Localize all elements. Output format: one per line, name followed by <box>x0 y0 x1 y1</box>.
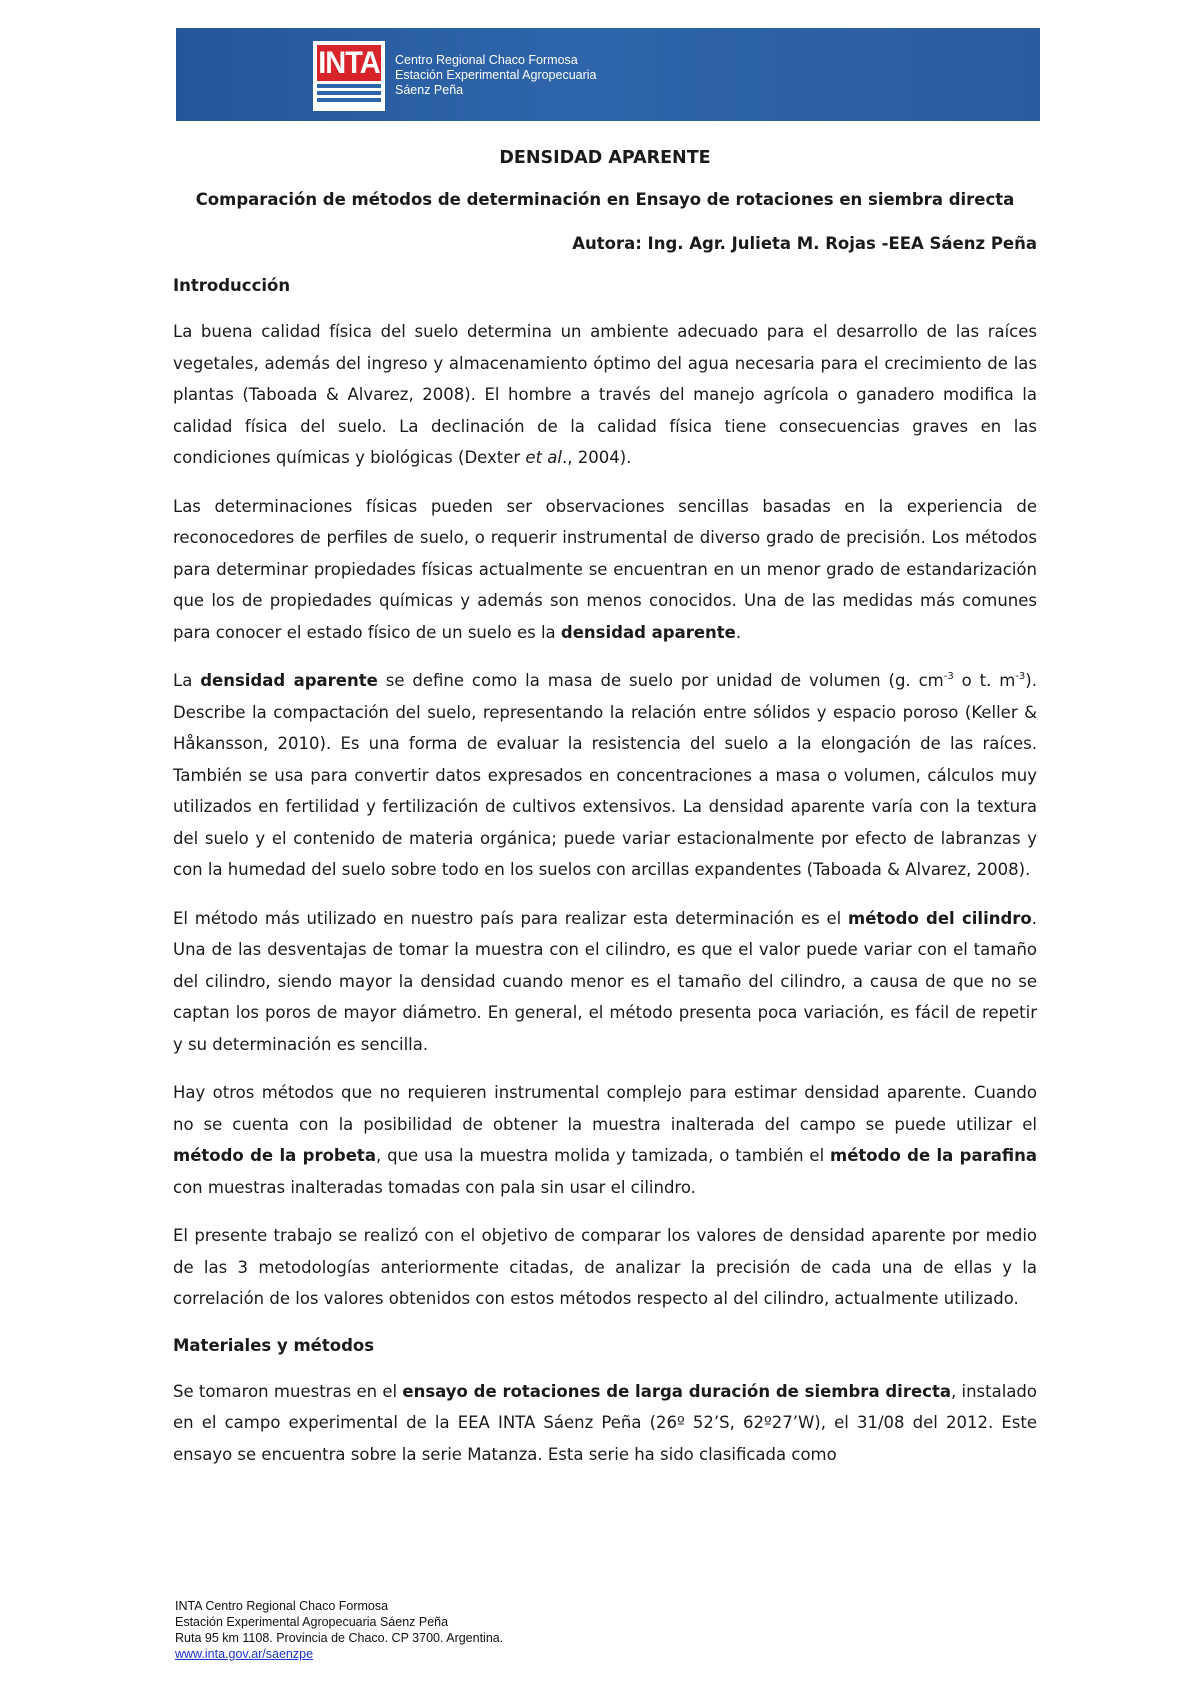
paragraph-3: La densidad aparente se define como la masa de suelo por unidad de volumen (g. $cm^{-3}$ o t. $m^{-3}$). Describe la compactación del suelo, representando la relación entre sólidos y espacio poroso (Keller & Håkansson, 2010). Es una forma de evaluar la resistencia del suelo a la elongación de las raíces. También se usa para convertir datos expresados en concentraciones a masa o volumen, cálculos muy utilizados en fertilidad y fertilización de cultivos extensivos. La densidad aparente varía con la textura del suelo y el contenido de materia orgánica; puede variar estacionalmente por efecto de labranzas y con la humedad del suelo sobre todo en los suelos con arcillas expandentes (Taboada & Alvarez, 2008). <box>173 671 1037 879</box>
logo-text: INTA <box>318 44 380 81</box>
document-body <box>173 140 1037 1487</box>
section-heading-methods: Materiales y métodos <box>173 1335 375 1355</box>
header-line-1: Centro Regional Chaco Formosa <box>395 53 578 67</box>
header-line-3: Sáenz Peña <box>395 83 464 97</box>
author-line: Autora: Ing. Agr. Julieta M. Rojas -EEA Sáenz Peña <box>572 234 1037 253</box>
inta-logo <box>313 41 385 111</box>
document-subtitle: Comparación de métodos de determinación en Ensayo de rotaciones en siembra directa <box>195 190 1015 209</box>
bold-term: método de la probeta <box>173 1146 376 1165</box>
footer-link[interactable]: www.inta.gov.ar/saenzpe <box>175 1647 314 1661</box>
bold-term: densidad aparente <box>200 671 378 690</box>
bold-term: densidad aparente <box>560 622 736 642</box>
italic-et-al: et al <box>525 448 562 467</box>
bold-term: método de la parafina <box>830 1146 1038 1165</box>
superscript: -3 <box>1015 671 1026 682</box>
paragraph-6: El presente trabajo se realizó con el objetivo de comparar los valores de densidad aparente por medio de las 3 metodologías anteriormente citadas, de analizar la precisión de cada una de ellas y la correlación de los valores obtenidos con estos métodos respecto al del cilindro, actualmente utilizado. <box>173 1226 1037 1308</box>
footer-line-3: Ruta 95 km 1108. Provincia de Chaco. CP 3700. Argentina. <box>175 1631 504 1645</box>
header-banner <box>176 28 1040 121</box>
bold-term: método del cilindro <box>848 908 1032 928</box>
bold-term: ensayo de rotaciones de larga duración de siembra directa <box>402 1381 951 1401</box>
footer-line-1: INTA Centro Regional Chaco Formosa <box>175 1599 389 1613</box>
document-title: DENSIDAD APARENTE <box>499 148 711 168</box>
superscript: -3 <box>943 671 954 682</box>
paragraph-2: Las determinaciones físicas pueden ser observaciones sencillas basadas en la experiencia de reconocedores de perfiles de suelo, o requerir instrumental de diverso grado de precisión. Los métodos para determinar propiedades físicas actualmente se encuentran en un menor grado de estandarización que los de propiedades químicas y además son menos conocidos. Una de las medidas más comunes para conocer el estado físico de un suelo es la densidad aparente. <box>173 496 1037 642</box>
footer-line-2: Estación Experimental Agropecuaria Sáenz Peña <box>175 1615 449 1629</box>
page-footer <box>175 1598 503 1662</box>
paragraph-7: Se tomaron muestras en el ensayo de rotaciones de larga duración de siembra directa, instalado en el campo experimental de la EEA INTA Sáenz Peña (26º 52’S, 62º27’W), el 31/08 del 2012. Este ensayo se encuentra sobre la serie Matanza. Esta serie ha sido clasificada como <box>173 1381 1038 1464</box>
paragraph-1: La buena calidad física del suelo determina un ambiente adecuado para el desarrollo de las raíces vegetales, además del ingreso y almacenamiento óptimo del agua necesaria para el crecimiento de las plantas (Taboada & Alvarez, 2008). El hombre a través del manejo agrícola o ganadero modifica la calidad física del suelo. La declinación de la calidad física tiene consecuencias graves en las condiciones químicas y biológicas (Dexter et al., 2004). <box>173 322 1037 467</box>
section-heading-intro: Introducción <box>173 276 291 295</box>
paragraph-4: El método más utilizado en nuestro país para realizar esta determinación es el método del cilindro. Una de las desventajas de tomar la muestra con el cilindro, es que el valor puede variar con el tamaño del cilindro, siendo mayor la densidad cuando menor es el tamaño del cilindro, a causa de que no se captan los poros de mayor diámetro. En general, el método presenta poca variación, es fácil de repetir y su determinación es sencilla. <box>173 908 1038 1054</box>
header-line-2: Estación Experimental Agropecuaria <box>395 68 597 82</box>
paragraph-5: Hay otros métodos que no requieren instrumental complejo para estimar densidad aparente. Cuando no se cuenta con la posibilidad de obtener la muestra inalterada del campo se puede utilizar el método de la probeta, que usa la muestra molida y tamizada, o también el método de la parafina con muestras inalteradas tomadas con pala sin usar el cilindro. <box>173 1083 1038 1197</box>
header-lines <box>395 53 597 98</box>
logo-red-block <box>317 45 381 81</box>
logo-stripes <box>317 84 381 109</box>
